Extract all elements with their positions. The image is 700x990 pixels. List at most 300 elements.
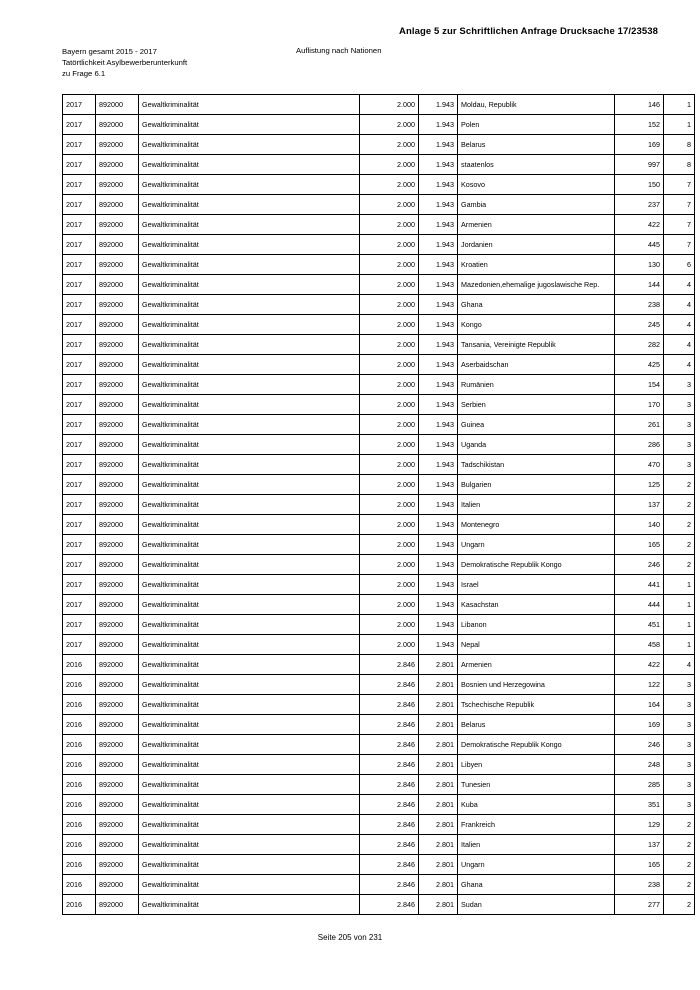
cell-count: 6 [664,255,695,275]
cell-offence: Gewaltkriminalität [139,615,360,635]
cell-offence: Gewaltkriminalität [139,355,360,375]
cell-nation: Guinea [458,415,615,435]
cell-year: 2017 [63,175,96,195]
cell-count: 3 [664,755,695,775]
cell-code: 892000 [96,755,139,775]
cell-subtotal: 1.943 [419,635,458,655]
cell-nation-code: 154 [615,375,664,395]
cell-subtotal: 1.943 [419,215,458,235]
cell-offence: Gewaltkriminalität [139,115,360,135]
cell-offence: Gewaltkriminalität [139,715,360,735]
cell-count: 1 [664,115,695,135]
table-row [63,355,695,375]
cell-subtotal: 1.943 [419,135,458,155]
cell-code: 892000 [96,315,139,335]
cell-year: 2016 [63,735,96,755]
cell-year: 2017 [63,295,96,315]
cell-year: 2017 [63,555,96,575]
cell-year: 2017 [63,395,96,415]
cell-subtotal: 2.801 [419,715,458,735]
cell-subtotal: 2.801 [419,855,458,875]
cell-total: 2.000 [360,175,419,195]
cell-nation-code: 169 [615,715,664,735]
cell-subtotal: 1.943 [419,195,458,215]
cell-total: 2.000 [360,475,419,495]
cell-count: 8 [664,135,695,155]
cell-offence: Gewaltkriminalität [139,315,360,335]
cell-year: 2017 [63,615,96,635]
cell-year: 2017 [63,315,96,335]
cell-nation-code: 451 [615,615,664,635]
cell-year: 2017 [63,255,96,275]
cell-offence: Gewaltkriminalität [139,235,360,255]
cell-subtotal: 1.943 [419,95,458,115]
cell-offence: Gewaltkriminalität [139,695,360,715]
table-row [63,155,695,175]
table-row [63,815,695,835]
cell-total: 2.000 [360,515,419,535]
cell-offence: Gewaltkriminalität [139,815,360,835]
cell-count: 2 [664,475,695,495]
cell-nation-code: 425 [615,355,664,375]
cell-count: 4 [664,655,695,675]
cell-year: 2017 [63,415,96,435]
cell-count: 2 [664,875,695,895]
cell-total: 2.000 [360,135,419,155]
cell-subtotal: 1.943 [419,335,458,355]
cell-subtotal: 1.943 [419,235,458,255]
cell-subtotal: 1.943 [419,155,458,175]
cell-code: 892000 [96,295,139,315]
cell-total: 2.846 [360,895,419,915]
cell-nation: Armenien [458,655,615,675]
cell-code: 892000 [96,875,139,895]
cell-subtotal: 1.943 [419,115,458,135]
table-row [63,715,695,735]
cell-offence: Gewaltkriminalität [139,855,360,875]
table-row [63,235,695,255]
cell-nation: Tadschikistan [458,455,615,475]
cell-year: 2016 [63,835,96,855]
cell-total: 2.000 [360,415,419,435]
cell-offence: Gewaltkriminalität [139,835,360,855]
cell-nation: Demokratische Republik Kongo [458,735,615,755]
cell-count: 2 [664,855,695,875]
cell-year: 2016 [63,895,96,915]
cell-nation: Belarus [458,135,615,155]
cell-count: 3 [664,675,695,695]
cell-nation-code: 140 [615,515,664,535]
cell-subtotal: 1.943 [419,575,458,595]
cell-nation-code: 470 [615,455,664,475]
cell-count: 3 [664,435,695,455]
cell-subtotal: 2.801 [419,655,458,675]
table-row [63,115,695,135]
table-row [63,835,695,855]
cell-nation-code: 165 [615,535,664,555]
table-row [63,575,695,595]
cell-code: 892000 [96,215,139,235]
cell-offence: Gewaltkriminalität [139,475,360,495]
cell-count: 4 [664,355,695,375]
cell-subtotal: 2.801 [419,795,458,815]
cell-year: 2016 [63,815,96,835]
cell-nation: Belarus [458,715,615,735]
cell-subtotal: 1.943 [419,315,458,335]
cell-offence: Gewaltkriminalität [139,155,360,175]
cell-year: 2017 [63,435,96,455]
cell-total: 2.846 [360,795,419,815]
cell-offence: Gewaltkriminalität [139,895,360,915]
cell-total: 2.000 [360,615,419,635]
cell-nation-code: 152 [615,115,664,135]
cell-nation-code: 238 [615,295,664,315]
cell-year: 2017 [63,195,96,215]
cell-subtotal: 1.943 [419,615,458,635]
cell-count: 3 [664,715,695,735]
cell-count: 3 [664,795,695,815]
cell-nation-code: 122 [615,675,664,695]
cell-year: 2017 [63,355,96,375]
cell-subtotal: 2.801 [419,695,458,715]
cell-offence: Gewaltkriminalität [139,535,360,555]
cell-nation-code: 246 [615,555,664,575]
cell-subtotal: 2.801 [419,675,458,695]
cell-offence: Gewaltkriminalität [139,295,360,315]
cell-code: 892000 [96,655,139,675]
cell-nation: Kuba [458,795,615,815]
cell-offence: Gewaltkriminalität [139,275,360,295]
table-row [63,675,695,695]
table-row [63,855,695,875]
table-row [63,535,695,555]
cell-nation-code: 422 [615,215,664,235]
cell-count: 3 [664,455,695,475]
cell-count: 3 [664,695,695,715]
table-row [63,255,695,275]
cell-nation: Tunesien [458,775,615,795]
cell-subtotal: 1.943 [419,595,458,615]
table-row [63,515,695,535]
cell-nation-code: 170 [615,395,664,415]
cell-count: 1 [664,615,695,635]
table-row [63,635,695,655]
cell-code: 892000 [96,255,139,275]
table-row [63,95,695,115]
cell-year: 2016 [63,855,96,875]
cell-total: 2.000 [360,255,419,275]
cell-year: 2017 [63,275,96,295]
cell-nation: Demokratische Republik Kongo [458,555,615,575]
cell-nation: Libyen [458,755,615,775]
cell-nation: Ungarn [458,535,615,555]
table-row [63,395,695,415]
cell-count: 7 [664,235,695,255]
table-row [63,755,695,775]
cell-count: 4 [664,335,695,355]
cell-count: 4 [664,295,695,315]
cell-code: 892000 [96,415,139,435]
cell-total: 2.846 [360,655,419,675]
cell-code: 892000 [96,895,139,915]
cell-count: 3 [664,375,695,395]
document-subtitle: Auflistung nach Nationen [296,46,382,55]
cell-nation-code: 237 [615,195,664,215]
cell-total: 2.846 [360,735,419,755]
cell-total: 2.846 [360,755,419,775]
cell-offence: Gewaltkriminalität [139,255,360,275]
cell-nation-code: 422 [615,655,664,675]
cell-nation-code: 165 [615,855,664,875]
cell-nation: Kongo [458,315,615,335]
table-row [63,495,695,515]
cell-nation: Gambia [458,195,615,215]
cell-code: 892000 [96,615,139,635]
cell-year: 2017 [63,135,96,155]
cell-code: 892000 [96,195,139,215]
cell-subtotal: 2.801 [419,815,458,835]
cell-code: 892000 [96,795,139,815]
cell-code: 892000 [96,815,139,835]
table-row [63,875,695,895]
cell-total: 2.846 [360,875,419,895]
meta-line-question-ref: zu Frage 6.1 [62,69,106,79]
cell-year: 2016 [63,795,96,815]
table-row [63,895,695,915]
table-row [63,375,695,395]
cell-nation-code: 277 [615,895,664,915]
cell-nation: Jordanien [458,235,615,255]
cell-count: 2 [664,535,695,555]
cell-year: 2017 [63,515,96,535]
cell-nation-code: 445 [615,235,664,255]
cell-subtotal: 1.943 [419,255,458,275]
cell-code: 892000 [96,695,139,715]
cell-total: 2.846 [360,855,419,875]
cell-nation-code: 458 [615,635,664,655]
cell-nation: Tschechische Republik [458,695,615,715]
cell-nation: Libanon [458,615,615,635]
cell-code: 892000 [96,155,139,175]
cell-code: 892000 [96,715,139,735]
cell-nation-code: 146 [615,95,664,115]
cell-code: 892000 [96,495,139,515]
cell-code: 892000 [96,855,139,875]
cell-code: 892000 [96,675,139,695]
cell-offence: Gewaltkriminalität [139,455,360,475]
cell-nation-code: 351 [615,795,664,815]
cell-nation-code: 130 [615,255,664,275]
cell-offence: Gewaltkriminalität [139,95,360,115]
cell-nation-code: 125 [615,475,664,495]
cell-code: 892000 [96,455,139,475]
cell-subtotal: 1.943 [419,455,458,475]
cell-total: 2.000 [360,435,419,455]
cell-nation: Kasachstan [458,595,615,615]
cell-offence: Gewaltkriminalität [139,735,360,755]
cell-count: 1 [664,635,695,655]
cell-code: 892000 [96,735,139,755]
cell-nation-code: 238 [615,875,664,895]
cell-total: 2.000 [360,315,419,335]
cell-total: 2.846 [360,835,419,855]
cell-code: 892000 [96,515,139,535]
table-row [63,135,695,155]
cell-offence: Gewaltkriminalität [139,575,360,595]
cell-year: 2017 [63,155,96,175]
cell-subtotal: 1.943 [419,495,458,515]
cell-count: 2 [664,555,695,575]
cell-total: 2.846 [360,815,419,835]
cell-nation: Italien [458,835,615,855]
table-row [63,415,695,435]
cell-nation-code: 150 [615,175,664,195]
cell-total: 2.000 [360,195,419,215]
cell-code: 892000 [96,635,139,655]
cell-code: 892000 [96,335,139,355]
cell-count: 3 [664,415,695,435]
cell-offence: Gewaltkriminalität [139,195,360,215]
cell-count: 1 [664,575,695,595]
cell-nation-code: 248 [615,755,664,775]
cell-nation-code: 245 [615,315,664,335]
cell-total: 2.000 [360,355,419,375]
cell-total: 2.846 [360,695,419,715]
cell-count: 1 [664,95,695,115]
cell-year: 2016 [63,655,96,675]
cell-nation: Mazedonien,ehemalige jugoslawische Rep. [458,275,615,295]
cell-nation: Sudan [458,895,615,915]
cell-nation: Bosnien und Herzegowina [458,675,615,695]
table-row [63,655,695,675]
table-row [63,215,695,235]
cell-year: 2016 [63,715,96,735]
cell-offence: Gewaltkriminalität [139,375,360,395]
cell-year: 2017 [63,575,96,595]
table-row [63,295,695,315]
cell-nation-code: 137 [615,495,664,515]
cell-total: 2.000 [360,95,419,115]
cell-nation-code: 246 [615,735,664,755]
cell-nation: Polen [458,115,615,135]
table-row [63,795,695,815]
cell-year: 2017 [63,235,96,255]
cell-subtotal: 2.801 [419,775,458,795]
cell-nation: Serbien [458,395,615,415]
cell-subtotal: 1.943 [419,375,458,395]
cell-offence: Gewaltkriminalität [139,775,360,795]
table-row [63,435,695,455]
cell-count: 2 [664,515,695,535]
cell-code: 892000 [96,175,139,195]
cell-offence: Gewaltkriminalität [139,795,360,815]
cell-total: 2.000 [360,115,419,135]
cell-subtotal: 1.943 [419,555,458,575]
cell-offence: Gewaltkriminalität [139,175,360,195]
cell-subtotal: 1.943 [419,295,458,315]
cell-nation: Aserbaidschan [458,355,615,375]
table-row [63,335,695,355]
cell-count: 2 [664,495,695,515]
cell-count: 3 [664,735,695,755]
cell-offence: Gewaltkriminalität [139,415,360,435]
cell-total: 2.000 [360,335,419,355]
cell-code: 892000 [96,275,139,295]
cell-count: 3 [664,395,695,415]
cell-count: 2 [664,835,695,855]
cell-nation: Uganda [458,435,615,455]
table-row [63,475,695,495]
cell-year: 2017 [63,475,96,495]
cell-offence: Gewaltkriminalität [139,395,360,415]
cell-offence: Gewaltkriminalität [139,135,360,155]
cell-offence: Gewaltkriminalität [139,215,360,235]
cell-nation: Bulgarien [458,475,615,495]
cell-count: 3 [664,775,695,795]
cell-code: 892000 [96,775,139,795]
cell-year: 2017 [63,335,96,355]
cell-total: 2.846 [360,675,419,695]
table-row [63,455,695,475]
table-row [63,195,695,215]
cell-total: 2.000 [360,235,419,255]
cell-nation: Kroatien [458,255,615,275]
cell-total: 2.000 [360,275,419,295]
cell-offence: Gewaltkriminalität [139,675,360,695]
cell-nation-code: 137 [615,835,664,855]
cell-year: 2016 [63,675,96,695]
cell-year: 2017 [63,95,96,115]
cell-total: 2.000 [360,535,419,555]
cell-total: 2.846 [360,715,419,735]
cell-year: 2016 [63,695,96,715]
cell-offence: Gewaltkriminalität [139,435,360,455]
cell-total: 2.000 [360,395,419,415]
cell-nation: Ghana [458,295,615,315]
cell-year: 2017 [63,215,96,235]
cell-count: 4 [664,315,695,335]
cell-subtotal: 2.801 [419,755,458,775]
cell-nation: Ghana [458,875,615,895]
cell-code: 892000 [96,475,139,495]
cell-nation-code: 441 [615,575,664,595]
cell-subtotal: 1.943 [419,515,458,535]
table-row [63,695,695,715]
cell-nation: Kosovo [458,175,615,195]
cell-code: 892000 [96,595,139,615]
cell-total: 2.000 [360,295,419,315]
cell-year: 2016 [63,775,96,795]
table-row [63,775,695,795]
cell-subtotal: 1.943 [419,415,458,435]
cell-subtotal: 1.943 [419,355,458,375]
cell-nation: Ungarn [458,855,615,875]
cell-nation-code: 261 [615,415,664,435]
cell-year: 2017 [63,495,96,515]
cell-count: 8 [664,155,695,175]
statistics-table [62,94,695,915]
cell-nation-code: 997 [615,155,664,175]
cell-offence: Gewaltkriminalität [139,335,360,355]
table-row [63,175,695,195]
cell-nation: Frankreich [458,815,615,835]
cell-nation: Rumänien [458,375,615,395]
table-body [63,95,695,915]
cell-year: 2016 [63,875,96,895]
cell-code: 892000 [96,435,139,455]
cell-code: 892000 [96,115,139,135]
cell-offence: Gewaltkriminalität [139,515,360,535]
